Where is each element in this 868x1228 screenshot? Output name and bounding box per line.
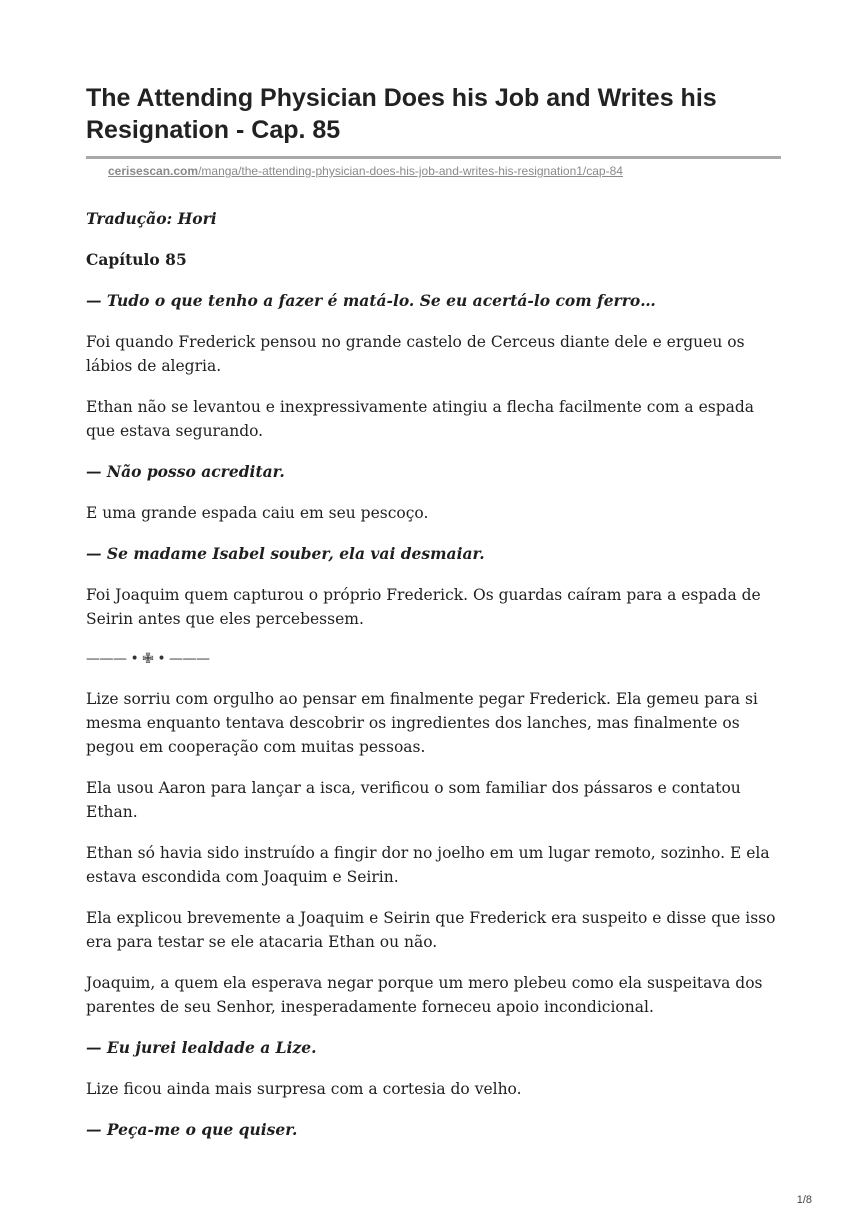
paragraph: Foi Joaquim quem capturou o próprio Frederick. Os guardas caíram para a espada de Seirin antes que eles percebessem.	[86, 586, 761, 628]
dialogue-line: — Eu jurei lealdade a Lize.	[86, 1038, 317, 1057]
source-link[interactable]	[108, 163, 781, 179]
source-domain[interactable]: cerisescan.com	[108, 164, 199, 178]
paragraph: Ela explicou brevemente a Joaquim e Seirin que Frederick era suspeito e disse que isso era para testar se ele atacaria Ethan ou não.	[86, 909, 776, 951]
paragraph: Ela usou Aaron para lançar a isca, verificou o som familiar dos pássaros e contatou Ethan.	[86, 779, 741, 821]
document-page	[86, 82, 781, 1159]
paragraph: Lize ficou ainda mais surpresa com a cortesia do velho.	[86, 1080, 522, 1098]
paragraph: Ethan não se levantou e inexpressivamente atingiu a flecha facilmente com a espada que estava segurando.	[86, 398, 755, 440]
dialogue-line: — Peça-me o que quiser.	[86, 1120, 298, 1139]
source-path[interactable]: /manga/the-attending-physician-does-his-job-and-writes-his-resignation1/cap-84	[198, 164, 623, 178]
paragraph: Foi quando Frederick pensou no grande castelo de Cerceus diante dele e ergueu os lábios de alegria.	[86, 333, 745, 375]
paragraph: E uma grande espada caiu em seu pescoço.	[86, 504, 429, 522]
translator-credit: Tradução: Hori	[86, 209, 217, 228]
section-separator: ——— • ✙ • ———	[86, 651, 210, 667]
chapter-heading: Capítulo 85	[86, 250, 187, 269]
dialogue-line: — Se madame Isabel souber, ela vai desmaiar.	[86, 544, 485, 563]
article-content	[86, 207, 781, 1142]
dialogue-line: — Não posso acreditar.	[86, 462, 285, 481]
paragraph: Ethan só havia sido instruído a fingir dor no joelho em um lugar remoto, sozinho. E ela estava escondida com Joaquim e Seirin.	[86, 844, 770, 886]
title-divider	[86, 156, 781, 159]
page-number: 1/8	[796, 1194, 812, 1206]
paragraph: Joaquim, a quem ela esperava negar porque um mero plebeu como ela suspeitava dos parentes de seu Senhor, inesperadamente forneceu apoio incondicional.	[86, 974, 763, 1016]
paragraph: Lize sorriu com orgulho ao pensar em finalmente pegar Frederick. Ela gemeu para si mesma enquanto tentava descobrir os ingredientes dos lanches, mas finalmente os pegou em cooperação com muitas pessoas.	[86, 690, 758, 756]
dialogue-line: — Tudo o que tenho a fazer é matá-lo. Se eu acertá-lo com ferro…	[86, 291, 656, 310]
page-title: The Attending Physician Does his Job and Writes his Resignation - Cap. 85	[86, 84, 717, 144]
